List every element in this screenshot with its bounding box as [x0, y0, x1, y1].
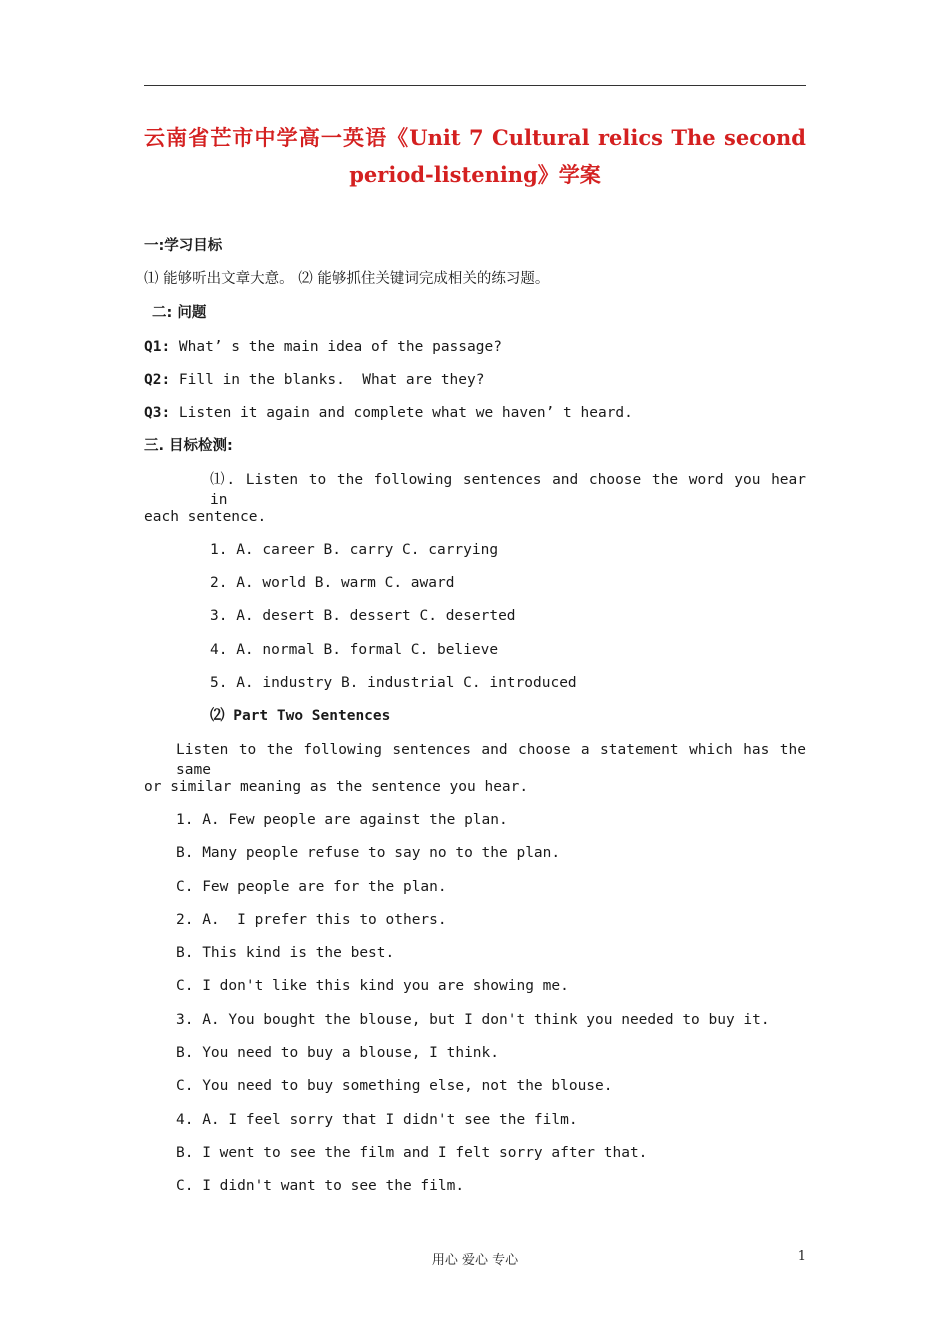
section-1-heading: 一:学习目标 [144, 238, 223, 254]
list-item: C. Few people are for the plan. [176, 879, 447, 895]
list-item: B. Many people refuse to say no to the plan. [176, 845, 561, 861]
question-label: Q3: [144, 405, 171, 421]
list-item: 3. A. You bought the blouse, but I don't think you needed to buy it. [176, 1012, 770, 1028]
list-item: B. This kind is the best. [176, 945, 395, 961]
list-item: 3. A. desert B. dessert C. deserted [210, 608, 516, 624]
question-2 [144, 370, 484, 390]
question-label: Q1: [144, 339, 171, 355]
list-item: C. You need to buy something else, not the blouse. [176, 1078, 613, 1094]
question-text: Fill in the blanks. What are they? [170, 372, 485, 388]
list-item: C. I don't like this kind you are showing me. [176, 978, 569, 994]
question-label: Q2: [144, 372, 171, 388]
document-title-line-1: 云南省芒市中学高一英语《Unit 7 Cultural relics The second [144, 125, 806, 150]
question-text: Listen it again and complete what we haven’ t heard. [170, 405, 633, 421]
learning-goals: ⑴ 能够听出文章大意。 ⑵ 能够抓住关键词完成相关的练习题。 [144, 271, 550, 287]
part-2-instruction-cont: or similar meaning as the sentence you hear. [144, 779, 529, 795]
list-item: 1. A. career B. carry C. carrying [210, 542, 499, 558]
list-item: 2. A. I prefer this to others. [176, 912, 447, 928]
part-1-instruction-cont: each sentence. [144, 509, 267, 525]
section-3-heading: 三. 目标检测: [144, 438, 233, 454]
section-2-heading: 二: 问题 [152, 305, 207, 321]
document-title-line-2: period-listening》学案 [349, 162, 601, 187]
list-item: 4. A. I feel sorry that I didn't see the film. [176, 1112, 578, 1128]
part-2-heading: ⑵ Part Two Sentences [210, 708, 391, 724]
question-3 [144, 403, 633, 423]
part-2-instruction: Listen to the following sentences and choose a statement which has the same [176, 742, 806, 778]
list-item: 5. A. industry B. industrial C. introduced [210, 675, 577, 691]
list-item: B. I went to see the film and I felt sorry after that. [176, 1145, 648, 1161]
list-item: B. You need to buy a blouse, I think. [176, 1045, 500, 1061]
page-footer: 用心 爱心 专心 [431, 1253, 519, 1268]
header-rule [144, 85, 806, 86]
list-item: 1. A. Few people are against the plan. [176, 812, 508, 828]
list-item: 4. A. normal B. formal C. believe [210, 642, 499, 658]
question-text: What’ s the main idea of the passage? [170, 339, 502, 355]
question-1 [144, 337, 502, 357]
list-item: 2. A. world B. warm C. award [210, 575, 455, 591]
page-number: 1 [797, 1249, 806, 1264]
list-item: C. I didn't want to see the film. [176, 1178, 465, 1194]
part-1-instruction: ⑴. Listen to the following sentences and choose the word you hear in [210, 472, 806, 508]
